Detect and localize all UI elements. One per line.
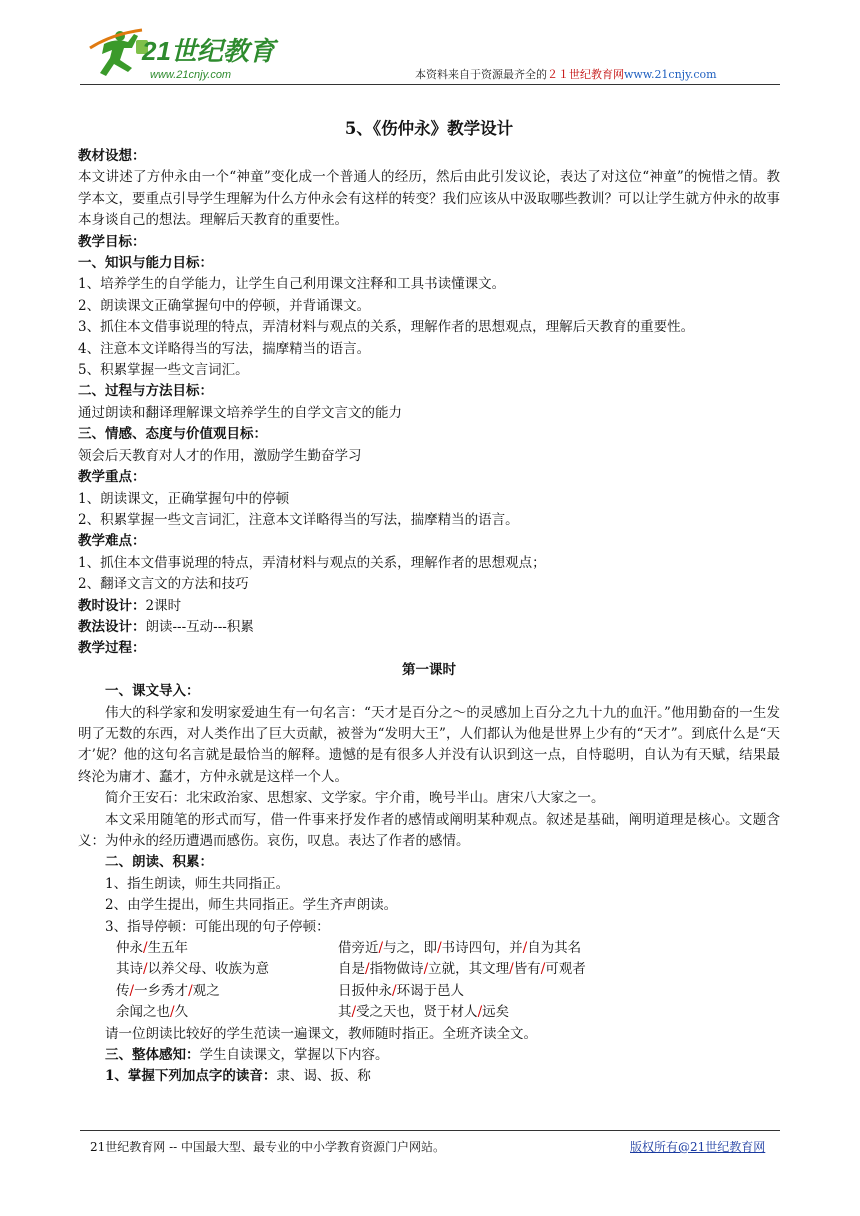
pause-segment: 受之天也，贤于材人 (356, 1004, 478, 1021)
pause-segment: 一乡秀才 (134, 982, 189, 999)
difficulty-item: 1、抓住本文借事说理的特点，弄清材料与观点的关系，理解作者的思想观点； (78, 554, 546, 571)
pause-example (338, 981, 638, 1002)
difficulty-heading: 教学难点： (78, 533, 146, 550)
pause-slash: / (143, 940, 148, 957)
pause-slash: / (188, 982, 193, 999)
footer-copyright-link[interactable]: 版权所有@21世纪教育网 (630, 1140, 766, 1154)
pause-example (338, 959, 638, 980)
header-url-link[interactable]: www.21cnjy.com (624, 68, 717, 81)
pause-example (116, 981, 338, 1002)
pause-example (338, 1002, 638, 1023)
difficulty-item: 2、翻译文言文的方法和技巧 (78, 576, 249, 593)
page-title: 5、《伤仲永》教学设计 (344, 119, 514, 138)
goal3-heading: 三、情感、态度与价值观目标： (78, 426, 267, 443)
pause-segment: 日扳仲永 (338, 982, 392, 999)
pause-segment: 观之 (192, 982, 220, 999)
document-body (78, 112, 780, 1088)
pause-slash: / (509, 961, 514, 978)
goal1-item: 3、抓住本文借事说理的特点，弄清材料与观点的关系，理解作者的思想观点，理解后天教育的重要性。 (78, 319, 695, 336)
goal2-heading: 二、过程与方法目标： (78, 383, 213, 400)
goal2-text: 通过朗读和翻译理解课文培养学生的自学文言文的能力 (78, 404, 402, 421)
section2-item: 1、指生朗读，师生共同指正。 (105, 875, 290, 892)
pause-segment: 久 (174, 1004, 189, 1021)
section1-paragraph: 伟大的科学家和发明家爱迪生有一句名言：“天才是百分之～的灵感加上百分之九十九的血汗。”他用勤奋的一生发明了无数的东西，对人类作出了巨大贡献，被誉为“发明大王”，人们都认为他是世界上少有的“天才”。到底什么是“天才’妮？他的这句名言就是最恰当的解释。遗憾的是有很多人并没有认识到这一点，自恃聪明，自认为有天赋，结果最终沦为庸才、蠢才，方仲永就是这样一个人。 (78, 704, 780, 785)
pause-example (338, 938, 638, 959)
hours-value: 2课时 (145, 597, 182, 614)
goal1-item: 2、朗读课文正确掌握句中的停顿，并背诵课文。 (78, 297, 371, 314)
header-site-link[interactable]: ２１世纪教育网 (547, 68, 624, 81)
method-line (78, 617, 780, 638)
pause-segment: 可观者 (545, 961, 586, 978)
section3-line (78, 1045, 780, 1066)
pause-example (116, 959, 338, 980)
goal1-item: 1、培养学生的自学能力，让学生自己利用课文注释和工具书读懂课文。 (78, 276, 506, 293)
method-label: 教法设计： (78, 618, 146, 635)
section2-heading: 二、朗读、积累： (105, 854, 213, 871)
material-text: 本文讲述了方仲永由一个“神童”变化成一个普通人的经历，然后由此引发议论，表达了对这位“神童”的惋惜之情。教学本文，要重点引导学生理解为什么方仲永会有这样的转变？我们应该从中汲取哪些教训？可以让学生就方仲永的故事本身谈自己的想法。理解后天教育的重要性。 (78, 169, 780, 229)
pause-slash: / (170, 1004, 175, 1021)
pause-slash: / (351, 1004, 357, 1021)
pause-slash: / (392, 982, 397, 999)
hours-label: 教时设计： (78, 597, 146, 614)
pause-slash: / (423, 961, 429, 978)
goal-heading: 教学目标： (78, 233, 146, 250)
footer-text: 21世纪教育网 -- 中国最大型、最专业的中小学教育资源门户网站。 (90, 1140, 446, 1154)
pause-segment: 自是 (338, 961, 365, 978)
svg-text:21世纪教育: 21世纪教育 (142, 36, 275, 66)
pause-slash: / (477, 1004, 483, 1021)
svg-text:www.21cnjy.com: www.21cnjy.com (150, 69, 232, 81)
pause-slash: / (437, 940, 442, 957)
goal1-item: 4、注意本文详略得当的写法，揣摩精当的语言。 (78, 340, 371, 357)
pause-segment: 借旁近 (338, 940, 379, 957)
section1-paragraph: 简介王安石：北宋政治家、思想家、文学家。宇介甫，晚号半山。唐宋八大家之一。 (105, 790, 605, 807)
pause-slash: / (540, 961, 546, 978)
key-heading: 教学重点： (78, 469, 146, 486)
section3-item-text: 隶、谒、扳、称 (276, 1068, 371, 1085)
pause-slash: / (143, 961, 148, 978)
goal1-item: 5、积累掌握一些文言词汇。 (78, 362, 249, 379)
pause-slash: / (378, 940, 384, 957)
pause-segment: 皆有 (513, 961, 541, 978)
footer-divider (80, 1130, 780, 1131)
section3-heading: 三、整体感知： (105, 1047, 200, 1064)
section2-after: 请一位朗读比较好的学生范读一遍课文，教师随时指正。全班齐读全文。 (105, 1025, 537, 1042)
pause-segment: 书诗四句，并 (441, 940, 523, 957)
hours-line (78, 596, 780, 617)
pause-slash: / (365, 961, 370, 978)
pause-segment: 自为其名 (527, 940, 582, 957)
header-divider (80, 84, 780, 85)
section3-text: 学生自读课文，掌握以下内容。 (199, 1047, 389, 1064)
pause-slash: / (129, 982, 135, 999)
pause-segment: 指物做诗 (369, 961, 424, 978)
goal3-text: 领会后天教育对人才的作用，激励学生勤奋学习 (78, 447, 362, 464)
section1-heading: 一、课文导入： (105, 683, 200, 700)
section3-item (78, 1066, 780, 1087)
key-item: 2、积累掌握一些文言词汇，注意本文详略得当的写法，揣摩精当的语言。 (78, 511, 519, 528)
pause-segment: 以养父母、收族为意 (147, 961, 270, 978)
section2-item: 2、由学生提出，师生共同指正。学生齐声朗读。 (105, 897, 398, 914)
pause-slash: / (522, 940, 528, 957)
goal1-heading: 一、知识与能力目标： (78, 255, 213, 272)
method-value: 朗读---互动---积累 (145, 618, 254, 635)
pause-segment: 余闻之也 (116, 1004, 170, 1021)
pause-segment: 环谒于邑人 (396, 982, 465, 999)
pause-segment: 仲永 (116, 940, 143, 957)
pause-segment: 与之，即 (383, 940, 438, 957)
pause-segment: 生五年 (147, 940, 189, 957)
lesson-title: 第一课时 (402, 661, 456, 678)
pause-segment: 其诗 (116, 961, 143, 978)
key-item: 1、朗读课文，正确掌握句中的停顿 (78, 490, 290, 507)
pause-segment: 立就，其文理 (428, 961, 510, 978)
material-heading: 教材设想： (78, 148, 146, 164)
pause-segment: 其 (338, 1004, 352, 1021)
process-heading: 教学过程： (78, 640, 146, 657)
site-logo (82, 26, 282, 88)
section2-item: 3、指导停顿：可能出现的句子停顿： (105, 918, 330, 935)
pause-segment: 远矣 (482, 1004, 510, 1021)
pause-example (116, 1002, 338, 1023)
header-note: 本资料来自于资源最齐全的２１世纪教育网www.21cnjy.com (415, 68, 717, 81)
logo-graphic (82, 26, 282, 88)
pause-example (116, 938, 338, 959)
pause-segment: 传 (116, 982, 130, 999)
section3-item-heading: 1、掌握下列加点字的读音： (105, 1068, 277, 1085)
section1-paragraph: 本文采用随笔的形式而写，借一件事来抒发作者的感情或阐明某种观点。叙述是基础，阐明道理是核心。文题含义：为仲永的经历遭遇而感伤。哀伤，叹息。表达了作者的感情。 (78, 811, 780, 849)
pause-examples (116, 938, 780, 1024)
